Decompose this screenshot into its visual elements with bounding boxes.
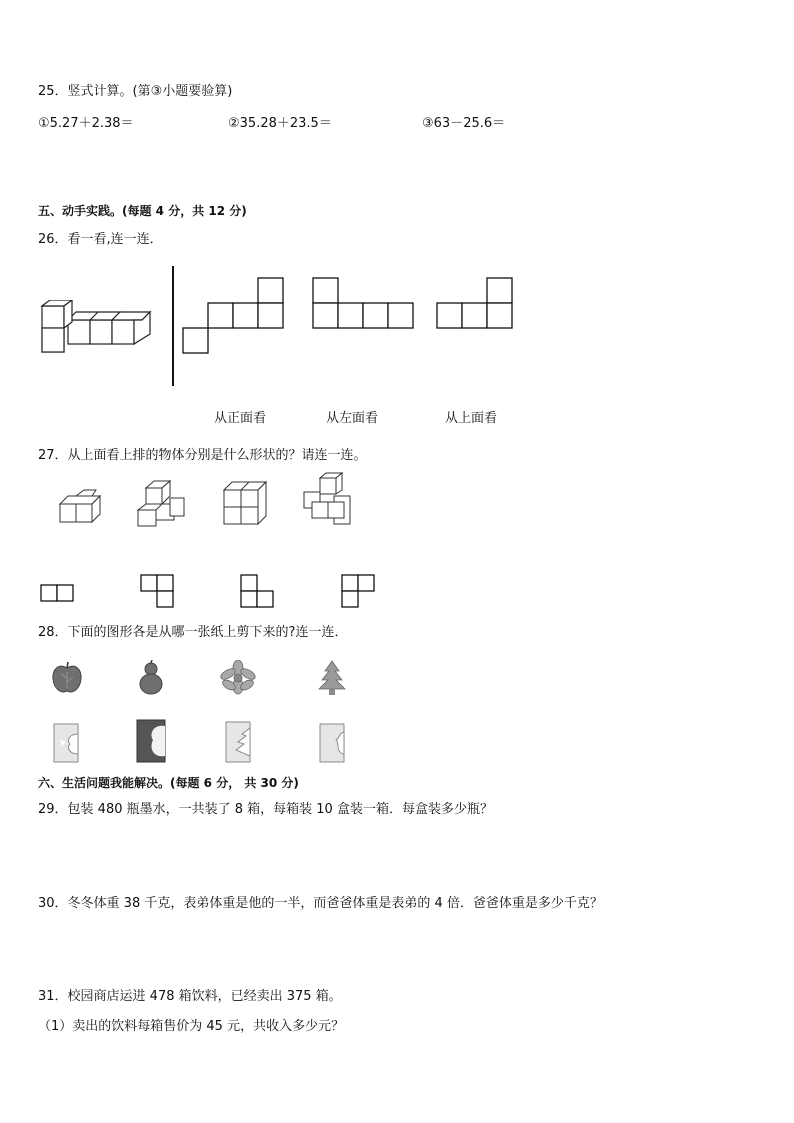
q27-shape-a (40, 584, 76, 604)
q26-view-top (435, 276, 515, 332)
q28-title: 28．下面的图形各是从哪一张纸上剪下来的?连一连． (38, 625, 348, 640)
q25-item-2: ②35.28＋23.5＝ (228, 116, 332, 131)
q26-title: 26．看一看,连一连． (38, 232, 163, 247)
q26-view-left (311, 276, 415, 332)
section6-heading: 六、生活问题我能解决。(每题 6 分， 共 30 分) (38, 776, 299, 790)
q25-title: 25．竖式计算。(第③小题要验算) (38, 84, 233, 99)
q30-title: 30．冬冬体重 38 千克，表弟体重是他的一半，而爸爸体重是表弟的 4 倍．爸爸体重是多少千克？ (38, 896, 603, 911)
q27-shape-b (140, 574, 176, 612)
paper-3-icon (224, 720, 252, 764)
q29-title: 29．包装 480 瓶墨水，一共装了 8 箱，每箱装 10 盒装一箱．每盒装多少瓶？ (38, 802, 493, 817)
q25-item-1: ①5.27＋2.38＝ (38, 116, 134, 131)
paper-4-icon (318, 722, 346, 764)
q26-label-left: 从左面看 (326, 411, 379, 426)
q27-object-2 (136, 478, 190, 530)
q31-sub1: （1）卖出的饮料每箱售价为 45 元，共收入多少元？ (38, 1019, 345, 1034)
q27-shape-d (341, 574, 377, 612)
paper-1-icon (52, 722, 80, 764)
flower-cutout-icon (218, 660, 258, 696)
paper-2-icon (135, 718, 167, 764)
q26-label-top: 从上面看 (445, 411, 498, 426)
q25-item-3: ③63－25.6＝ (422, 116, 506, 131)
section5-heading: 五、动手实践。(每题 4 分，共 12 分) (38, 204, 247, 218)
q26-cube-stack-figure (38, 300, 158, 356)
q26-divider-line (172, 266, 174, 386)
q27-object-4 (300, 472, 354, 528)
apple-cutout-icon (50, 660, 84, 696)
q27-shape-c (240, 574, 276, 612)
gourd-cutout-icon (134, 660, 168, 696)
q31-title: 31．校园商店运进 478 箱饮料，已经卖出 375 箱。 (38, 989, 342, 1004)
q27-title: 27．从上面看上排的物体分别是什么形状的？请连一连。 (38, 448, 367, 463)
q26-view-front (182, 276, 286, 356)
q26-label-front: 从正面看 (214, 411, 267, 426)
q27-object-3 (220, 480, 270, 528)
tree-cutout-icon (316, 660, 348, 696)
q27-object-1 (56, 488, 106, 528)
